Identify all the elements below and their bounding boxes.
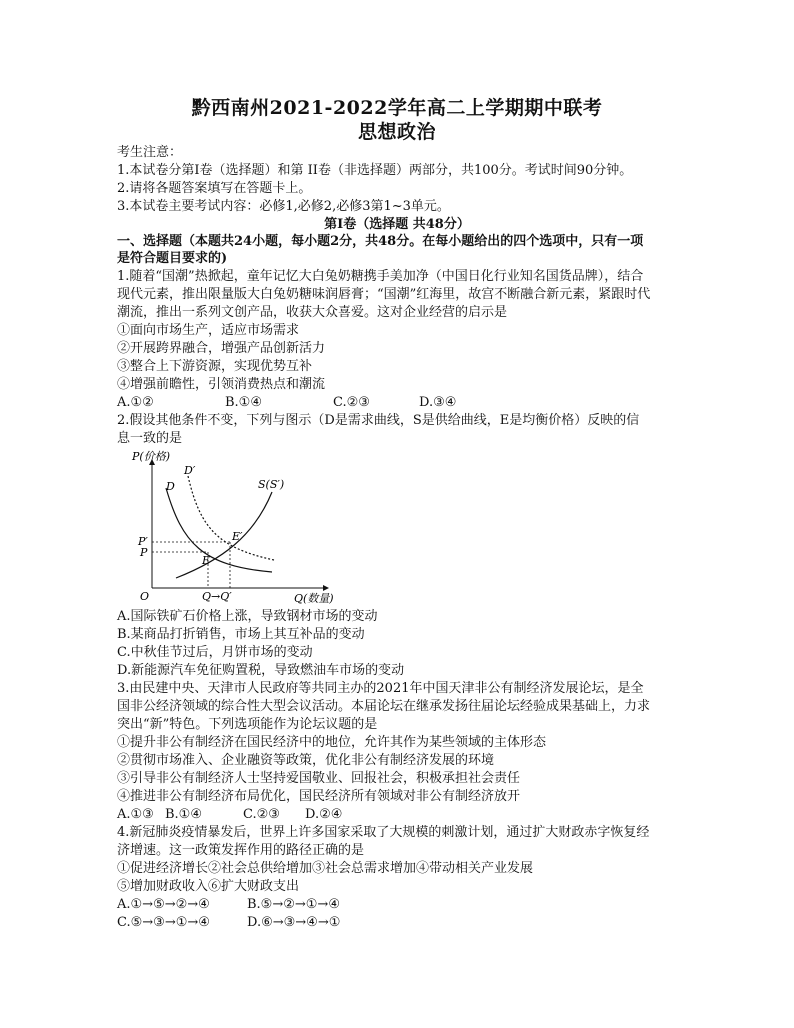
notice-item: 2.请将各题答案填写在答题卡上。 [117,181,312,196]
q1-options [117,394,677,411]
notice-item: 3.本试卷主要考试内容：必修1,必修2,必修3第1~3单元。 [117,199,450,214]
q2-stem: 2.假设其他条件不变，下列与图示（D是需求曲线，S是供给曲线，E是均衡价格）反映的信 [117,413,640,428]
q1-option-b[interactable]: B.①④ [225,395,262,410]
origin-label: O [140,590,150,603]
q1-stem: 潮流，推出一系列文创产品，收获大众喜爱。这对企业经营的启示是 [117,305,508,320]
p-label: P [140,546,148,559]
q1-option-d[interactable]: D.③④ [419,395,457,410]
q4-options-row [117,914,677,931]
q-labels: Q→Q′ [202,590,232,603]
q3-item: ④推进非公有制经济布局优化，国民经济所有领域对非公有制经济放开 [117,789,521,804]
exam-title: 黔西南州2021-2022学年高二上学期期中联考 [191,97,603,119]
q2-stem: 息一致的是 [117,431,183,446]
q1-option-c[interactable]: C.②③ [333,395,370,410]
x-axis-label: Q(数量) [294,592,334,604]
s-label: S(S′) [258,478,285,491]
supply-curve-s [176,492,272,578]
q3-item: ①提升非公有制经济在国民经济中的地位，允许其作为某些领域的主体形态 [117,735,547,750]
p-prime-label: P′ [138,535,148,548]
q1-item: ②开展跨界融合，增强产品创新活力 [117,341,326,356]
q4-item: ⑤增加财政收入⑥扩大财政支出 [117,879,300,894]
q4-option-d[interactable]: D.⑥→③→④→① [247,915,341,930]
q3-stem: 突出“新”特色。下列选项能作为论坛议题的是 [117,717,378,732]
q3-stem: 3.由民建中央、天津市人民政府等共同主办的2021年中国天津非公有制经济发展论坛，是全 [117,681,644,696]
q2-option-d[interactable]: D.新能源汽车免征购置税，导致燃油车市场的变动 [117,663,405,678]
d-label: D [166,480,175,493]
q3-option-b[interactable]: B.①④ [165,807,202,822]
q3-options [117,806,677,823]
q1-item: ①面向市场生产，适应市场需求 [117,323,300,338]
q3-item: ③引导非公有制经济人士坚持爱国敬业、回报社会，积极承担社会责任 [117,771,521,786]
q4-item: ①促进经济增长②社会总供给增加③社会总需求增加④带动相关产业发展 [117,861,534,876]
supply-demand-graph [122,448,342,604]
y-axis-label: P(价格) [132,450,170,463]
q4-option-b[interactable]: B.⑤→②→①→④ [247,897,340,912]
notice-item: 1.本试卷分第I卷（选择题）和第 II卷（非选择题）两部分，共100分。考试时间90分钟。 [117,163,633,178]
section-heading-cont: 是符合题目要求的) [117,251,228,266]
q4-options-row [117,896,677,913]
q1-option-a[interactable]: A.①② [117,395,154,410]
q1-item: ③整合上下游资源，实现优势互补 [117,359,313,374]
q1-stem: 现代元素，推出限量版大白兔奶糖味润唇膏；“国潮”红海里，故宫不断融合新元素，紧跟时代 [117,287,651,302]
q3-stem: 国非公经济领域的综合性大型会议活动。本届论坛在继承发扬往届论坛经验成果基础上，力求 [117,699,651,714]
section-heading: 一、选择题（本题共24小题，每小题2分，共48分。在每小题给出的四个选项中，只有一项 [117,234,644,249]
q3-option-c[interactable]: C.②③ [243,807,280,822]
d-prime-label: D′ [184,464,196,477]
q3-option-a[interactable]: A.①③ [117,807,154,822]
e-prime-label: E′ [232,530,243,543]
q4-option-a[interactable]: A.①→⑤→②→④ [117,897,210,912]
q4-stem: 济增速。这一政策发挥作用的路径正确的是 [117,843,365,858]
q3-option-d[interactable]: D.②④ [305,807,343,822]
q1-item: ④增强前瞻性，引领消费热点和潮流 [117,377,326,392]
q2-option-c[interactable]: C.中秋佳节过后，月饼市场的变动 [117,645,313,660]
exam-subject: 思想政治 [357,121,436,143]
q1-stem: 1.随着“国潮”热掀起，童年记忆大白兔奶糖携手美加净（中国日化行业知名国货品牌），结合 [117,269,644,284]
q3-item: ②贯彻市场准入、企业融资等政策，优化非公有制经济发展的环境 [117,753,495,768]
q4-stem: 4.新冠肺炎疫情暴发后，世界上许多国家采取了大规模的刺激计划，通过扩大财政赤字恢复经 [117,825,650,840]
q4-option-c[interactable]: C.⑤→③→①→④ [117,915,210,930]
e-label: E [202,554,211,567]
part1-title: 第Ⅰ卷（选择题 共48分） [324,217,470,232]
demand-curve-d [166,488,272,572]
notice-heading: 考生注意： [117,145,183,160]
q2-option-b[interactable]: B.某商品打折销售，市场上其互补品的变动 [117,627,365,642]
q2-option-a[interactable]: A.国际铁矿石价格上涨，导致钢材市场的变动 [117,609,378,624]
